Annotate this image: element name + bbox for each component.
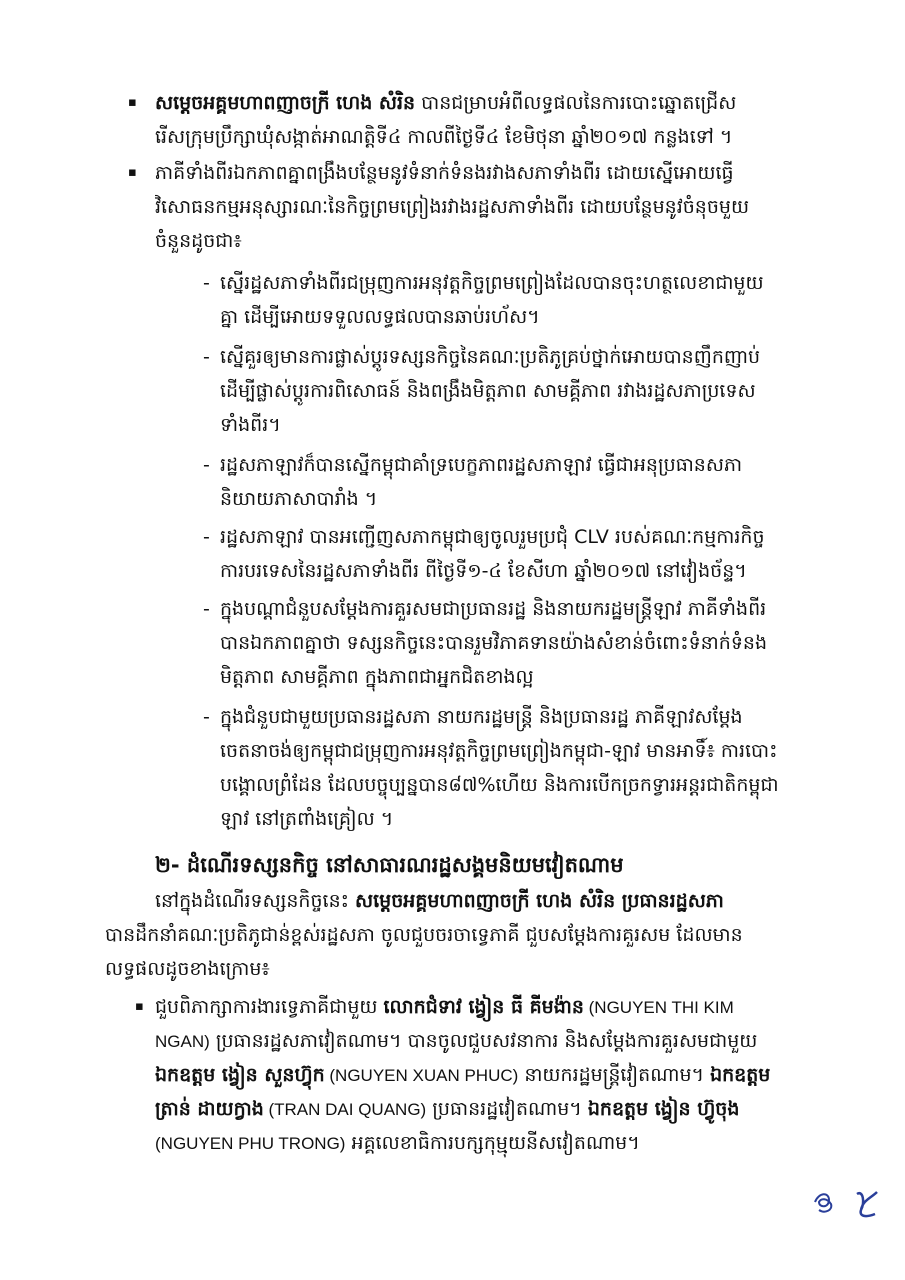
text-line: រដ្ឋសភាឡាវក៏បានស្នើកម្ពុជាគាំទ្របេក្ខភាពរដ្ឋសភាឡាវ ធ្វើជាអនុប្រធានសភា (220, 454, 743, 476)
text-line: ចេតនាចង់ឲ្យកម្ពុជាជម្រុញការអនុវត្តកិច្ចព្រមព្រៀងកម្ពុជា-ឡាវ មានអាទិ៍៖ ការបោះ (220, 740, 778, 762)
bullet-marker: ▪ (135, 999, 144, 1014)
dash-item-2 (220, 340, 860, 442)
text-line: ការបរទេសនៃរដ្ឋសភាទាំងពីរ ពីថ្ងៃទី១-៤ ខែសីហា ឆ្នាំ២០១៧ នៅវៀងច័ន្ទ។ (220, 560, 747, 582)
person-name: លោកជំទាវ ង្វៀន ធី គីមង៉ាន (383, 996, 584, 1018)
text-line (155, 990, 860, 1024)
text-line: បានដឹកនាំគណៈប្រតិភូជាន់ខ្ពស់រដ្ឋសភា ចូលជួបចរចាទ្វេភាគី ជួបសម្ដែងការគួរសម ដែលមាន (105, 924, 743, 946)
text-line (155, 86, 865, 120)
text-line: ស្នើរដ្ឋសភាទាំងពីរជម្រុញការអនុវត្តកិច្ចព្រមព្រៀងដែលបានចុះហត្ថលេខាជាមួយ (220, 272, 764, 294)
text-line: ស្នើគួរឲ្យមានការផ្លាស់ប្តូរទស្សនកិច្ចនៃគណៈប្រតិភូគ្រប់ថ្នាក់អោយបានញឹកញាប់ (220, 346, 761, 368)
dash-item-4 (220, 520, 860, 588)
bullet-item-1 (155, 86, 865, 154)
text-span: ប្រធានរដ្ឋវៀតណាម។ (426, 1098, 588, 1120)
text-line: បង្គោលព្រំដែន ដែលបច្ចុប្បន្នបាន៨៧%ហើយ និងការបើកច្រកទ្វារអន្តរជាតិកម្ពុជា (220, 774, 779, 796)
text-line: លទ្ធផលដូចខាងក្រោម៖ (105, 958, 270, 980)
text-line: ភាគីទាំងពីរឯកភាពគ្នាពង្រឹងបន្ថែមនូវទំនាក់ទំនងរវាងសភាទាំងពីរ ដោយស្នើអោយធ្វើ (155, 162, 734, 184)
text-line: ចំនួនដូចជា៖ (155, 230, 242, 252)
text-span: នៅក្នុងដំណើរទស្សនកិច្ចនេះ (155, 890, 356, 912)
initials-mark-2 (857, 1192, 877, 1216)
latin-name: NGAN) (155, 1032, 210, 1051)
latin-name: (NGUYEN XUAN PHUC) (324, 1066, 519, 1085)
intro-paragraph (105, 884, 860, 986)
text-line: បានឯកភាពគ្នាថា ទស្សនកិច្ចនេះបានរួមវិភាគទានយ៉ាងសំខាន់ចំពោះទំនាក់ទំនង (220, 632, 768, 654)
person-name: ឯកឧត្តម ង្វៀន ហ៊្វូចុង (587, 1098, 740, 1120)
dash-item-6 (220, 700, 860, 836)
speaker-name: សម្ដេចអគ្គមហាពញាចក្រី ហេង សំរិន ប្រធានរដ្ឋសភា (355, 890, 724, 912)
speaker-name: សម្ដេចអគ្គមហាពញាចក្រី ហេង សំរិន (155, 92, 416, 114)
latin-name: (TRAN DAI QUANG) (263, 1100, 427, 1119)
initials-mark-1 (815, 1194, 831, 1211)
dash-item-5 (220, 592, 860, 694)
text-line (155, 1058, 860, 1092)
text-span: ប្រធានរដ្ឋសភាវៀតណាម។ បានចូលជួបសវនាការ និងសម្ដែងការគួរសមជាមួយ (209, 1030, 758, 1052)
text-line: ក្នុងបណ្ដាជំនួបសម្ដែងការគួរសមជាប្រធានរដ្ឋ និងនាយករដ្ឋមន្ត្រីឡាវ ភាគីទាំងពីរ (220, 598, 767, 620)
initials-signature-icon (805, 1180, 895, 1230)
text-line (105, 884, 860, 918)
text-line: ក្នុងជំនួបជាមួយប្រធានរដ្ឋសភា នាយករដ្ឋមន្ត្រី និងប្រធានរដ្ឋ ភាគីឡាវសម្ដែង (220, 706, 743, 728)
text-span: នាយករដ្ឋមន្ត្រីវៀតណាម។ (518, 1064, 711, 1086)
dash-marker: - (203, 526, 210, 548)
text-line: ឡាវ នៅត្រពាំងគ្រៀល ។ (220, 808, 394, 830)
dash-item-3 (220, 448, 860, 516)
text-line: គ្នា ដើម្បីអោយទទួលលទ្ធផលបានឆាប់រហ័ស។ (220, 306, 540, 328)
text-line (155, 1092, 860, 1126)
text-span: ជួបពិភាក្សាការងារទ្វេភាគីជាមួយ (155, 996, 384, 1018)
dash-item-1 (220, 266, 860, 334)
text-line: ទាំងពីរ។ (220, 414, 281, 436)
person-title: ឯកឧត្តម (710, 1064, 771, 1086)
bullet-marker: ▪ (128, 95, 137, 110)
text-line (155, 1024, 860, 1058)
text-line: និយាយភាសាបារាំង ។ (220, 488, 378, 510)
text-line (155, 1126, 860, 1160)
person-name: ត្រាន់ ដាយក្វាង (155, 1098, 264, 1120)
dash-marker: - (203, 706, 210, 728)
bullet-marker: ▪ (128, 165, 137, 180)
text-line: រដ្ឋសភាឡាវ បានអញ្ជើញសភាកម្ពុជាឲ្យចូលរួមប្រជុំ CLV របស់គណៈកម្មការកិច្ច (220, 526, 765, 548)
person-name: ឯកឧត្តម ង្វៀន សួនហ៊្វុក (155, 1064, 325, 1086)
text-span: បានជម្រាបអំពីលទ្ធផលនៃការបោះឆ្នោតជ្រើស (415, 92, 737, 114)
latin-name: (NGUYEN PHU TRONG) (155, 1134, 346, 1153)
text-line: មិត្តភាព សាមគ្គីភាព ក្នុងភាពជាអ្នកជិតខាងល្អ (220, 666, 534, 688)
bullet-item-meetings (155, 990, 860, 1160)
dash-marker: - (203, 346, 210, 368)
text-line: រើសក្រុមប្រឹក្សាឃុំសង្កាត់អាណត្តិទី៤ កាលពីថ្ងៃទី៤ ខែមិថុនា ឆ្នាំ២០១៧ កន្លងទៅ ។ (155, 126, 733, 148)
text-line: ដើម្បីផ្លាស់ប្តូរការពិសោធន៍ និងពង្រឹងមិត្តភាព សាមគ្គីភាព រវាងរដ្ឋសភាប្រទេស (220, 380, 756, 402)
bullet-item-2 (155, 156, 865, 258)
section-heading: ២- ដំណើរទស្សនកិច្ច នៅសាធារណរដ្ឋសង្គមនិយមវៀតណាម (155, 853, 624, 877)
dash-marker: - (203, 454, 210, 476)
text-line: វិសោធនកម្មអនុស្សារណៈនៃកិច្ចព្រមព្រៀងរវាងរដ្ឋសភាទាំងពីរ ដោយបន្ថែមនូវចំនុចមួយ (155, 196, 750, 218)
text-span: អគ្គលេខាធិការបក្សកុម្មុយនីសវៀតណាម។ (345, 1132, 640, 1154)
dash-marker: - (203, 272, 210, 294)
dash-marker: - (203, 598, 210, 620)
latin-name: (NGUYEN THI KIM (583, 998, 734, 1017)
